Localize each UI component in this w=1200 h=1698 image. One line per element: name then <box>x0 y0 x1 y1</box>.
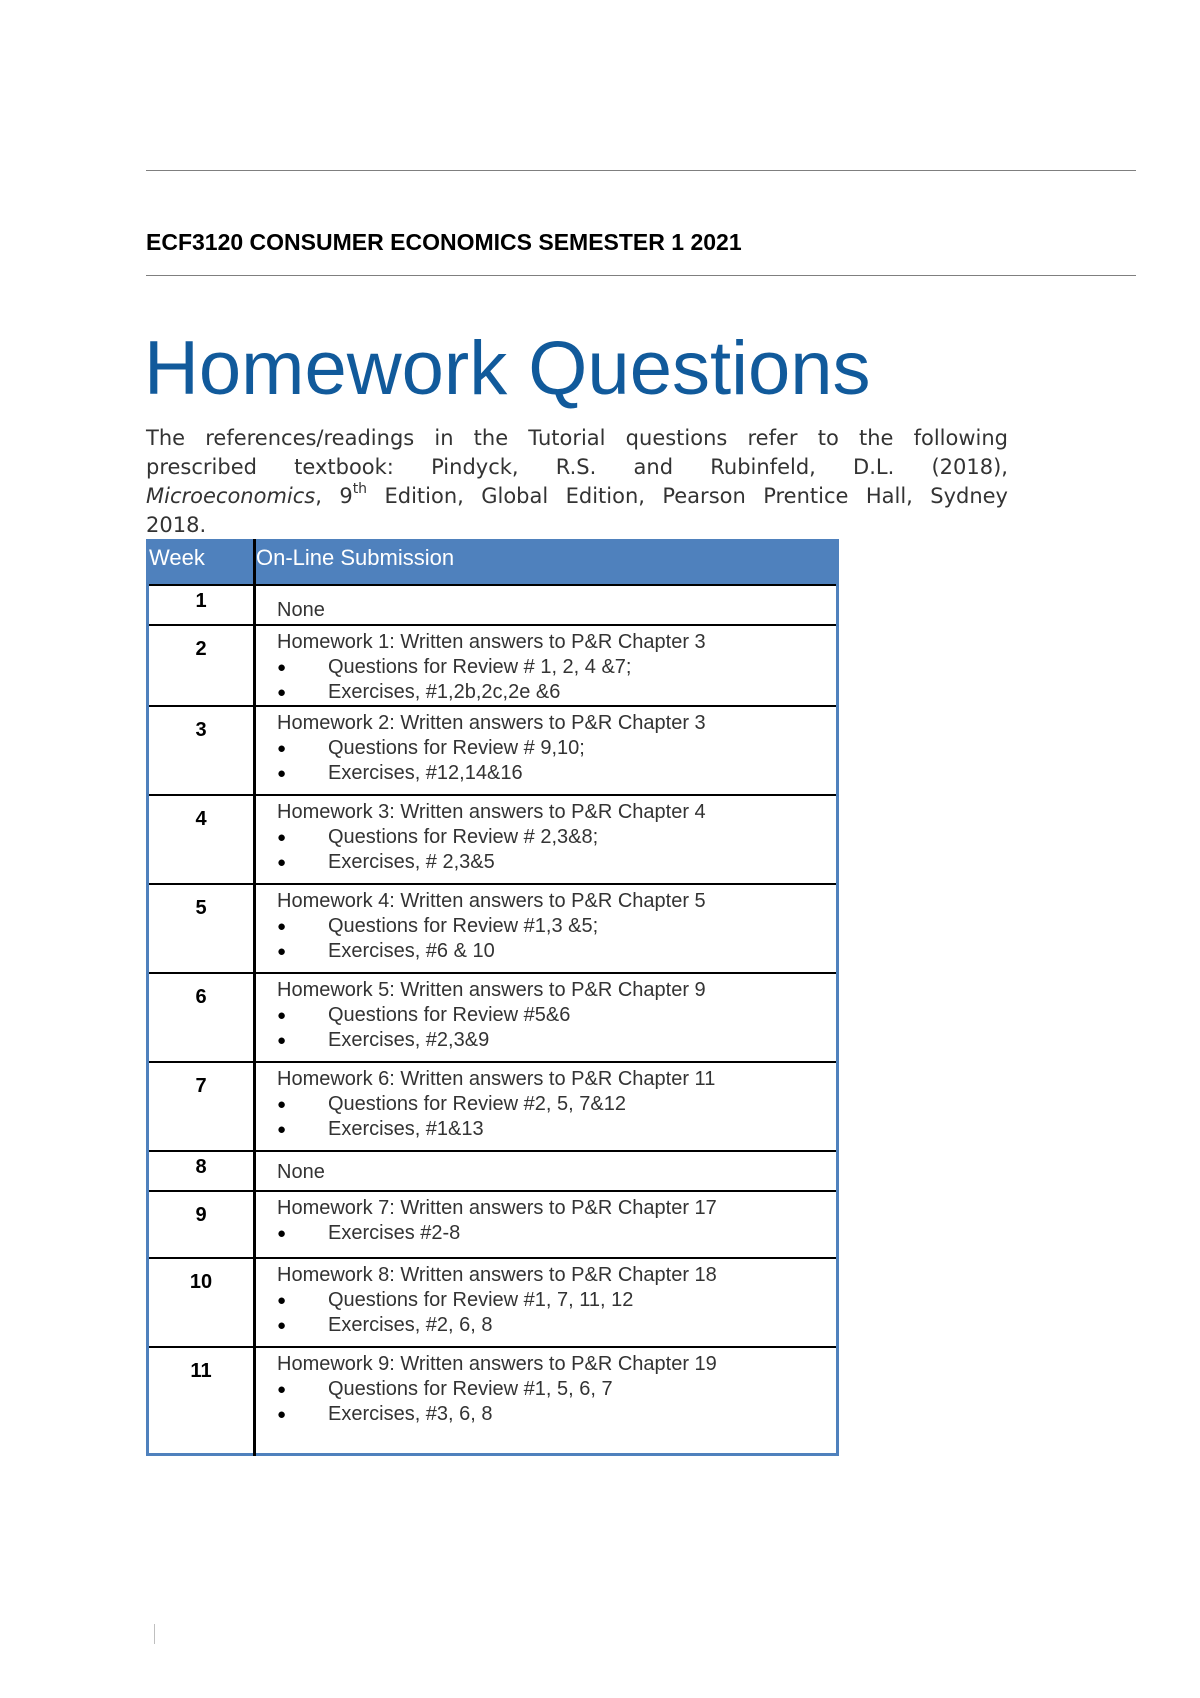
bullet-icon: ● <box>277 854 287 871</box>
submission-cell <box>255 585 838 625</box>
homework-title: Homework 6: Written answers to P&R Chapter 11 <box>277 1068 716 1090</box>
textbook-title: Microeconomics <box>146 484 316 508</box>
week-number: 11 <box>190 1360 212 1382</box>
edition-suffix: th <box>352 481 368 497</box>
week-number: 10 <box>189 1271 213 1293</box>
table-row <box>148 585 838 625</box>
intro-paragraph <box>146 424 1008 540</box>
homework-title: Homework 7: Written answers to P&R Chapter 17 <box>277 1197 717 1219</box>
table-row <box>148 1191 838 1258</box>
submission-cell <box>255 1062 838 1151</box>
table-row <box>148 1258 838 1347</box>
intro-line-2: prescribed textbook: Pindyck, R.S. and Rubinfeld, D.L. (2018), <box>146 455 1008 479</box>
week-number: 2 <box>195 638 207 660</box>
homework-item <box>256 761 836 786</box>
homework-item <box>256 1313 836 1338</box>
homework-item-text: Questions for Review #1,3 &5; <box>328 915 599 937</box>
footer-divider <box>154 1624 155 1644</box>
week-number: 1 <box>195 590 207 612</box>
table-row <box>148 625 838 706</box>
homework-title: Homework 1: Written answers to P&R Chapter 3 <box>277 631 706 653</box>
homework-item-text: Questions for Review # 1, 2, 4 &7; <box>328 656 632 678</box>
page-title: Homework Questions <box>144 326 871 411</box>
bullet-icon: ● <box>277 765 287 782</box>
table-row <box>148 884 838 973</box>
homework-title: None <box>277 1161 325 1183</box>
homework-title: Homework 4: Written answers to P&R Chapter 5 <box>277 890 706 912</box>
submission-cell <box>255 795 838 884</box>
week-number: 4 <box>195 808 207 830</box>
table-header-row <box>148 539 838 585</box>
homework-item-text: Questions for Review #1, 5, 6, 7 <box>328 1378 613 1400</box>
homework-item-list <box>256 1288 836 1338</box>
header-rule-bottom <box>146 275 1136 276</box>
homework-item <box>256 825 836 850</box>
week-number-cell <box>148 706 255 795</box>
table-row <box>148 1347 838 1455</box>
table-body <box>148 585 838 1455</box>
course-header: ECF3120 CONSUMER ECONOMICS SEMESTER 1 2021 <box>146 229 742 255</box>
homework-item <box>256 1003 836 1028</box>
week-number-cell <box>148 1191 255 1258</box>
week-number-cell <box>148 795 255 884</box>
bullet-icon: ● <box>277 1121 287 1138</box>
submission-cell <box>255 973 838 1062</box>
bullet-icon: ● <box>277 918 287 935</box>
week-number-cell <box>148 1151 255 1191</box>
bullet-icon: ● <box>277 1007 287 1024</box>
week-number: 7 <box>195 1075 207 1097</box>
homework-item-list <box>256 1221 836 1246</box>
bullet-icon: ● <box>277 1292 287 1309</box>
homework-item-text: Exercises, # 2,3&5 <box>328 851 495 873</box>
edition-number: , 9 <box>315 484 353 508</box>
week-number-cell <box>148 1258 255 1347</box>
homework-title: Homework 2: Written answers to P&R Chapter 3 <box>277 712 706 734</box>
week-number: 5 <box>195 897 207 919</box>
week-number-cell <box>148 585 255 625</box>
week-column-header: Week <box>148 539 255 585</box>
homework-item-text: Exercises, #1&13 <box>328 1118 484 1140</box>
table-row <box>148 795 838 884</box>
homework-item-text: Exercises, #2, 6, 8 <box>328 1314 493 1336</box>
table-row <box>148 973 838 1062</box>
homework-item-text: Exercises, #6 & 10 <box>328 940 495 962</box>
week-number-cell <box>148 1062 255 1151</box>
homework-item <box>256 655 836 680</box>
homework-item-text: Exercises, #12,14&16 <box>328 762 523 784</box>
bullet-icon: ● <box>277 1225 287 1242</box>
homework-item <box>256 1092 836 1117</box>
homework-item <box>256 1028 836 1053</box>
bullet-icon: ● <box>277 1032 287 1049</box>
bullet-icon: ● <box>277 829 287 846</box>
submission-cell <box>255 1151 838 1191</box>
submission-column-header: On-Line Submission <box>255 539 838 585</box>
homework-title: Homework 9: Written answers to P&R Chapter 19 <box>277 1353 717 1375</box>
bullet-icon: ● <box>277 659 287 676</box>
homework-item <box>256 939 836 964</box>
week-number: 6 <box>195 986 207 1008</box>
week-number: 8 <box>195 1156 207 1178</box>
homework-item <box>256 850 836 875</box>
bullet-icon: ● <box>277 1096 287 1113</box>
submission-cell <box>255 625 838 706</box>
homework-item-text: Questions for Review # 2,3&8; <box>328 826 599 848</box>
week-number-cell <box>148 625 255 706</box>
homework-item-text: Exercises, #1,2b,2c,2e &6 <box>328 681 561 703</box>
week-number-cell <box>148 1347 255 1455</box>
intro-line-3 <box>146 482 1008 511</box>
bullet-icon: ● <box>277 740 287 757</box>
submission-cell <box>255 1191 838 1258</box>
homework-item-text: Exercises #2-8 <box>328 1222 461 1244</box>
week-number: 9 <box>195 1204 207 1226</box>
submission-cell <box>255 706 838 795</box>
homework-item <box>256 1288 836 1313</box>
submission-cell <box>255 1347 838 1455</box>
bullet-icon: ● <box>277 1381 287 1398</box>
homework-item <box>256 1402 836 1427</box>
week-number: 3 <box>195 719 207 741</box>
bullet-icon: ● <box>277 1317 287 1334</box>
homework-title: None <box>277 599 325 621</box>
homework-title: Homework 5: Written answers to P&R Chapter 9 <box>277 979 706 1001</box>
edition-details: Edition, Global Edition, Pearson Prentice Hall, Sydney <box>367 484 1008 508</box>
homework-item-text: Questions for Review #1, 7, 11, 12 <box>328 1289 634 1311</box>
homework-item-list <box>256 914 836 964</box>
homework-item-text: Questions for Review #2, 5, 7&12 <box>328 1093 626 1115</box>
homework-item-text: Exercises, #2,3&9 <box>328 1029 490 1051</box>
bullet-icon: ● <box>277 1406 287 1423</box>
homework-item <box>256 736 836 761</box>
homework-item <box>256 914 836 939</box>
bullet-icon: ● <box>277 684 287 701</box>
week-number-cell <box>148 884 255 973</box>
table-row <box>148 706 838 795</box>
homework-title: Homework 8: Written answers to P&R Chapter 18 <box>277 1264 717 1286</box>
submission-cell <box>255 1258 838 1347</box>
homework-item-list <box>256 655 836 705</box>
intro-line-4: 2018. <box>146 513 207 537</box>
homework-item <box>256 1117 836 1142</box>
homework-item-text: Questions for Review # 9,10; <box>328 737 585 759</box>
submission-cell <box>255 884 838 973</box>
homework-schedule-table <box>146 539 839 1456</box>
homework-item-list <box>256 736 836 786</box>
bullet-icon: ● <box>277 943 287 960</box>
homework-item-list <box>256 1003 836 1053</box>
homework-item-list <box>256 1092 836 1142</box>
week-number-cell <box>148 973 255 1062</box>
table-row <box>148 1062 838 1151</box>
homework-item-list <box>256 1377 836 1427</box>
homework-item <box>256 1377 836 1402</box>
intro-line-1: The references/readings in the Tutorial questions refer to the following <box>146 426 1008 450</box>
homework-item <box>256 1221 836 1246</box>
header-rule-top <box>146 170 1136 171</box>
homework-item-text: Exercises, #3, 6, 8 <box>328 1403 493 1425</box>
table-row <box>148 1151 838 1191</box>
homework-item <box>256 680 836 705</box>
homework-item-list <box>256 825 836 875</box>
homework-title: Homework 3: Written answers to P&R Chapter 4 <box>277 801 706 823</box>
homework-item-text: Questions for Review #5&6 <box>328 1004 571 1026</box>
